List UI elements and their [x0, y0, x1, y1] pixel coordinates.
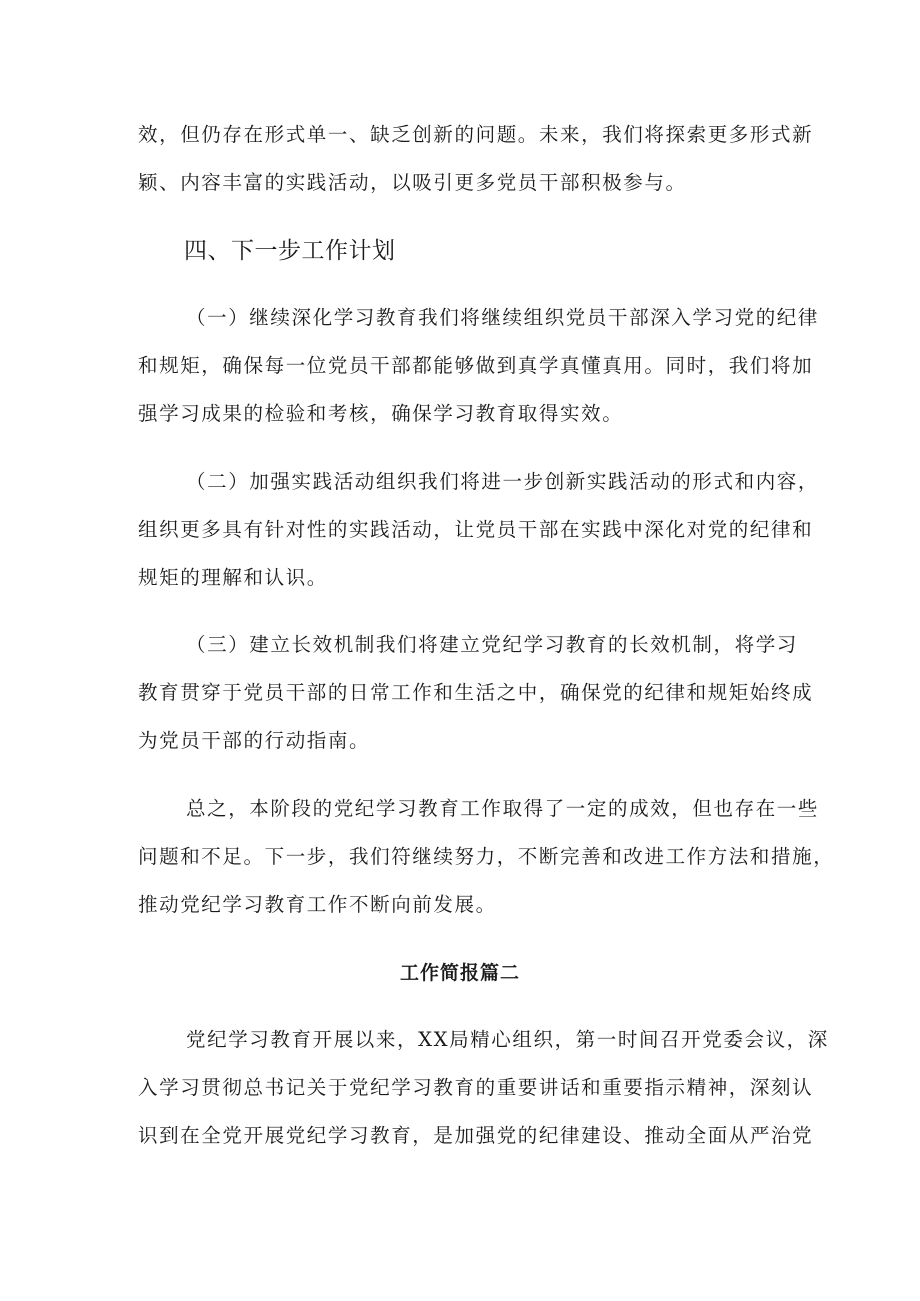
item1-line-1: （一）继续深化学习教育我们将继续组织党员干部深入学习党的纪律 — [186, 306, 820, 329]
conclusion-line-3: 推动党纪学习教育工作不断向前发展。 — [138, 893, 497, 916]
part2-para1-line-2: 入学习贯彻总书记关于党纪学习教育的重要讲话和重要指示精神，深刻认 — [138, 1076, 814, 1099]
item2-line-1: （二）加强实践活动组织我们将进一步创新实践活动的形式和内容， — [186, 470, 820, 493]
item1-line-2: 和规矩，确保每一位党员干部都能够做到真学真懂真用。同时，我们将加 — [138, 354, 814, 377]
item3-line-1: （三）建立长效机制我们将建立党纪学习教育的长效机制，将学习 — [186, 633, 798, 656]
item2-line-2: 组织更多具有针对性的实践活动，让党员干部在实践中深化对党的纪律和 — [138, 518, 814, 541]
section-heading: 四、下一步工作计划 — [184, 238, 396, 264]
intro-line-2: 颖、内容丰富的实践活动，以吸引更多党员干部积极参与。 — [138, 171, 687, 194]
part2-para1-line-1: 党纪学习教育开展以来，XX局精心组织，第一时间召开党委会议，深 — [186, 1028, 829, 1051]
conclusion-line-1: 总之，本阶段的党纪学习教育工作取得了一定的成效，但也存在一些 — [186, 797, 820, 820]
part2-para1-line-3: 识到在全党开展党纪学习教育，是加强党的纪律建设、推动全面从严治党 — [138, 1124, 814, 1147]
item1-line-3: 强学习成果的检验和考核，确保学习教育取得实效。 — [138, 402, 624, 425]
conclusion-line-2: 问题和不足。下一步，我们符继续努力，不断完善和改进工作方法和措施， — [138, 845, 835, 868]
item3-line-3: 为党员干部的行动指南。 — [138, 729, 371, 752]
part2-title: 工作简报篇二 — [399, 962, 520, 984]
item2-line-3: 规矩的理解和认识。 — [138, 566, 328, 589]
intro-line-1: 效，但仍存在形式单一、缺乏创新的问题。未来，我们将探索更多形式新 — [138, 123, 814, 146]
item3-line-2: 教育贯穿于党员干部的日常工作和生活之中，确保党的纪律和规矩始终成 — [138, 681, 814, 704]
